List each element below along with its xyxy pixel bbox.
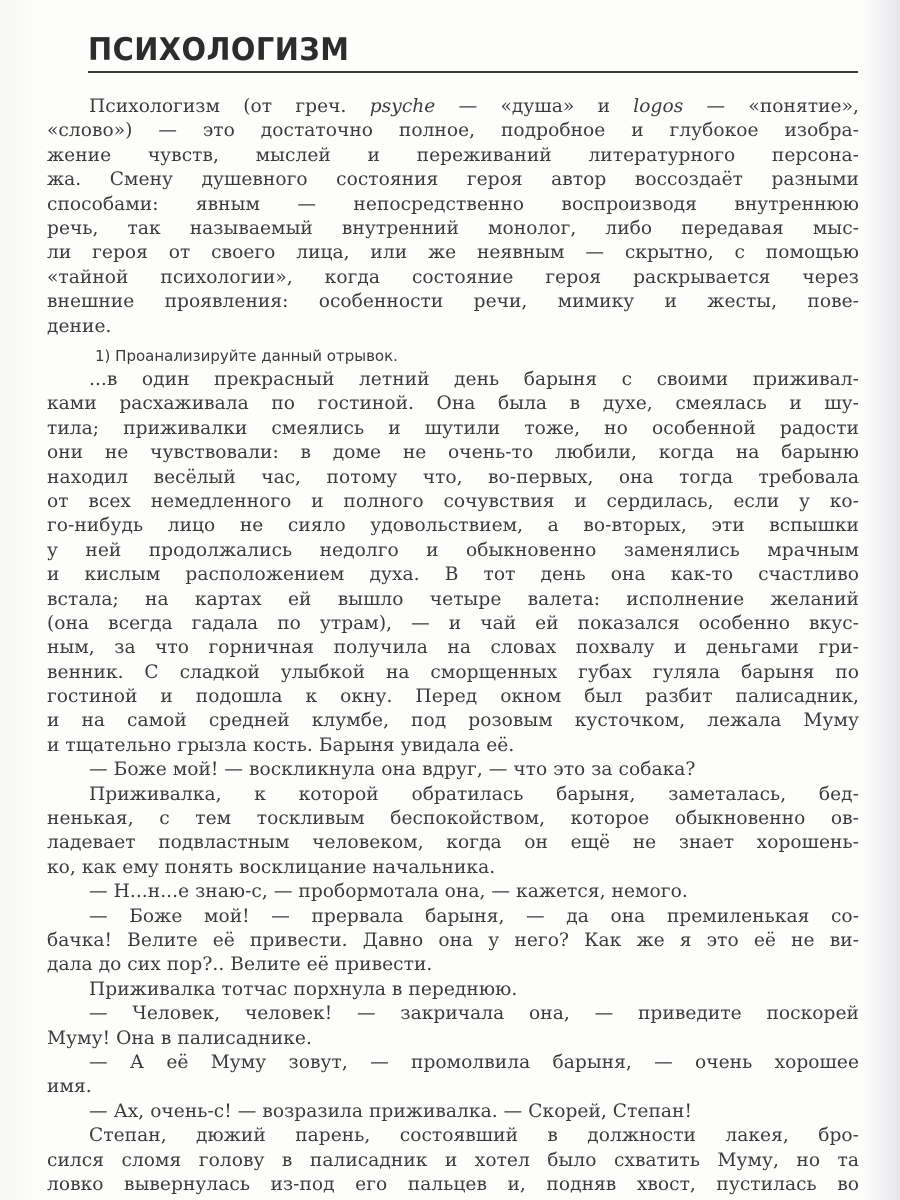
text-line: и кислым расположением духа. В тот день она как-то счастливо: [47, 564, 859, 586]
text-line: встала; на картах ей вышло четыре валета: исполнение желаний: [47, 588, 859, 610]
text-line: го-нибудь лицо не сияло удовольствием, а во-вторых, эти вспышки: [47, 515, 859, 537]
text-line: Приживалка, к которой обратилась барыня, заметалась, бед-: [89, 783, 859, 805]
text-line: ладевает подвластным человеком, когда он ещё не знает хорошень-: [47, 832, 859, 854]
page-title: ПСИХОЛОГИЗМ: [88, 32, 350, 68]
text-line: ...в один прекрасный летний день барыня с своими приживал-: [89, 369, 859, 390]
text-line: и на самой средней клумбе, под розовым кусточком, лежала Муму: [47, 710, 859, 732]
text-line: ным, за что горничная получила на словах похвалу и деньгами гри-: [47, 637, 859, 659]
text-line: способами: явным — непосредственно воспроизводя внутреннюю: [47, 193, 859, 215]
text-line: и тщательно грызла кость. Барыня увидала её.: [47, 734, 515, 756]
dialogue-line: — Боже мой! — воскликнула она вдруг, — что это за собака?: [89, 759, 696, 781]
text-line: гостиной и подошла к окну. Перед окном был разбит палисадник,: [47, 686, 859, 708]
text-line: Психологизм (от греч. psyche — «душа» и logos — «понятие»,: [89, 96, 859, 117]
text-line: от всех немедленного и полного сочувствия и сердилась, если у ко-: [47, 490, 859, 512]
title-underline: [88, 71, 858, 73]
text-line: (она всегда гадала по утрам), — и чай ей показался особенно вкус-: [47, 612, 859, 634]
text-line: находил весёлый час, потому что, во-первых, она тогда требовала: [47, 466, 859, 488]
dialogue-line: — Человек, человек! — закричала она, — приведите поскорей: [89, 1003, 859, 1025]
text-line: речь, так называемый внутренний монолог, либо передавая мыс-: [47, 217, 859, 239]
text-line: Степан, дюжий парень, состоявший в должности лакея, бро-: [89, 1125, 859, 1147]
text-line: сился сломя голову в палисадник и хотел было схватить Муму, но та: [47, 1149, 859, 1171]
text-line: «тайной психологии», когда состояние героя раскрывается через: [47, 266, 859, 288]
literary-excerpt: [47, 368, 859, 1197]
term-psyche: psyche: [369, 96, 436, 117]
text-line: дение.: [47, 315, 112, 337]
text-line: жение чувств, мыслей и переживаний литературного персона-: [47, 144, 859, 166]
text-line: имя.: [47, 1076, 92, 1098]
text-line: ловко вывернулась из-под его пальцев и, подняв хвост, пустилась во: [47, 1173, 859, 1195]
dialogue-line: — Ах, очень-с! — возразила приживалка. — Скорей, Степан!: [89, 1100, 693, 1122]
text-line: жа. Смену душевного состояния героя автор воссоздаёт разными: [47, 169, 859, 191]
text-line: венник. С сладкой улыбкой на сморщенных губах гуляла барыня по: [47, 661, 859, 683]
text-line: дала до сих пор?.. Велите её привести.: [47, 954, 433, 976]
text-line: Приживалка тотчас порхнула в переднюю.: [89, 978, 518, 1000]
text-line: бачка! Велите её привести. Давно она у него? Как же я это её не ви-: [47, 929, 859, 951]
term-logos: logos: [633, 96, 684, 117]
dialogue-line: — Боже мой! — прервала барыня, — да она премиленькая со-: [89, 905, 859, 927]
text-line: ли героя от своего лица, или же неявным — скрытно, с помощью: [47, 242, 859, 264]
task-instruction: 1) Проанализируйте данный отрывок.: [95, 347, 398, 365]
dialogue-line: — Н...н...е знаю-с, — пробормотала она, — кажется, немого.: [89, 881, 688, 903]
text-line: ками расхаживала по гостиной. Она была в духе, смеялась и шу-: [47, 393, 859, 415]
dialogue-line: — А её Муму зовут, — промолвила барыня, — очень хорошее: [89, 1051, 859, 1073]
text-line: внешние проявления: особенности речи, мимику и жесты, пове-: [47, 291, 859, 313]
text-line: ко, как ему понять восклицание начальника.: [47, 856, 496, 878]
text-line: Муму! Она в палисаднике.: [47, 1027, 312, 1049]
definition-paragraph: [47, 95, 859, 339]
text-line: они не чувствовали: в доме не очень-то любили, когда на барыню: [47, 442, 859, 464]
text-line: тила; приживалки смеялись и шутили тоже, но особенной радости: [47, 417, 859, 439]
text-line: «слово») — это достаточно полное, подробное и глубокое изобра-: [47, 120, 859, 142]
text-line: ненькая, с тем тоскливым беспокойством, которое обыкновенно ов-: [47, 808, 859, 830]
text-line: у ней продолжались недолго и обыкновенно заменялись мрачным: [47, 539, 859, 561]
